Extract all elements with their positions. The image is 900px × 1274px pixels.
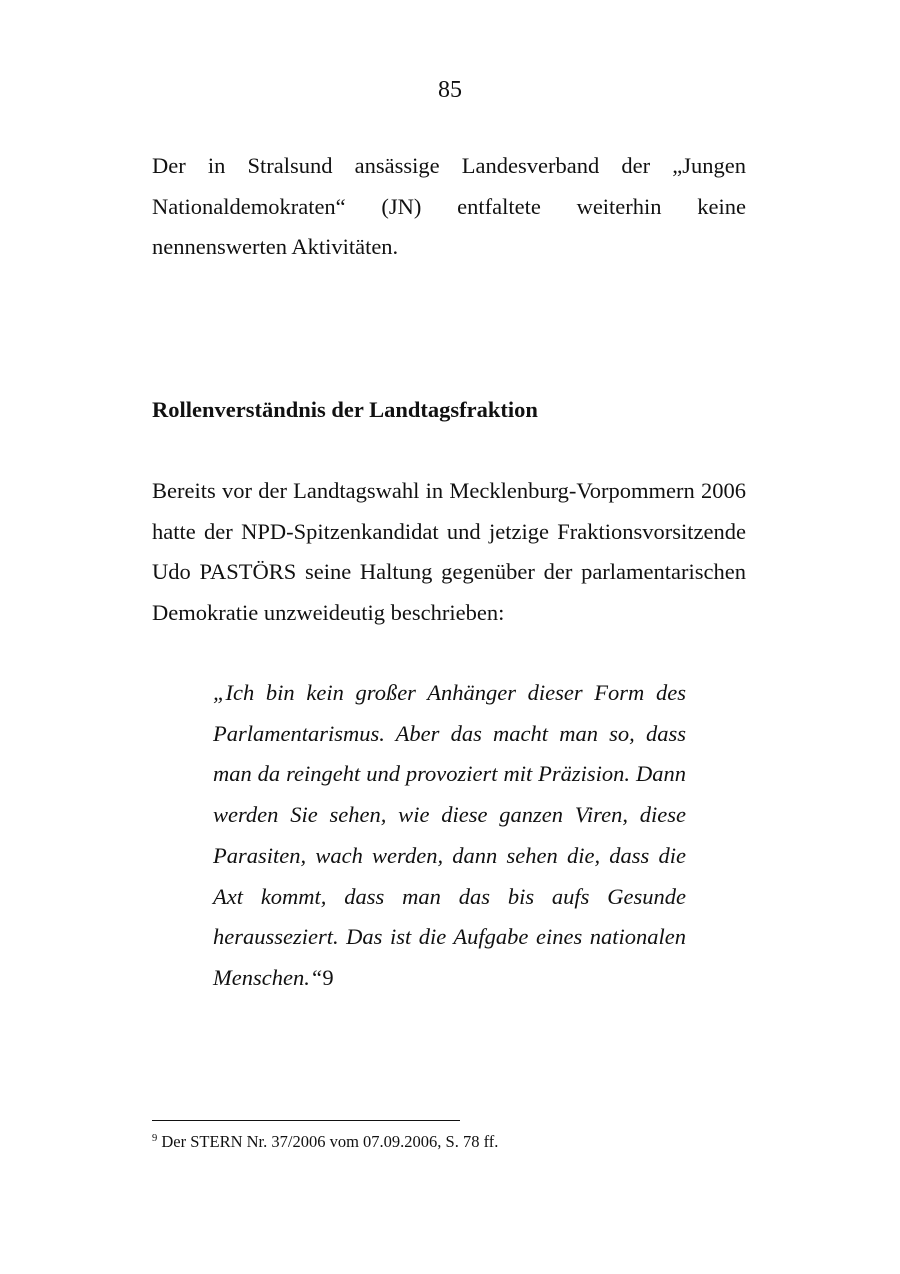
footnote-marker: 9 — [152, 1133, 158, 1144]
footnote-reference: 9 — [322, 964, 334, 990]
footnote-separator — [152, 1120, 460, 1121]
section-heading: Rollenverständnis der Landtagsfraktion — [152, 397, 538, 422]
paragraph-pastoers-haltung: Bereits vor der Landtagswahl in Mecklenburg-Vorpommern 2006 hatte der NPD-Spitzenkandidat und jetzige Fraktionsvorsitzende Udo PASTÖRS seine Haltung gegenüber der parlamentarischen Demokratie unzweideutig beschrieben: — [152, 478, 746, 626]
footnote-text: Der STERN Nr. 37/2006 vom 07.09.2006, S. 78 ff. — [157, 1132, 499, 1151]
paragraph-jn-landesverband: Der in Stralsund ansässige Landesverband der „Jungen Nationaldemokraten“ (JN) entfaltete weiterhin keine nennenswerten Aktivitäten. — [152, 153, 746, 260]
footnote — [152, 1130, 746, 1154]
block-quote — [213, 673, 686, 999]
quote-text: „Ich bin kein großer Anhänger dieser Form des Parlamentarismus. Aber das macht man so, dass man da reingeht und provoziert mit Präzision. Dann werden Sie sehen, wie diese ganzen Viren, diese Parasiten, wach werden, dann sehen die, dass die Axt kommt, dass man das bis aufs Gesunde herausseziert. Das ist die Aufgabe eines nationalen Menschen.“ — [213, 680, 686, 990]
page-number: 85 — [438, 77, 462, 103]
